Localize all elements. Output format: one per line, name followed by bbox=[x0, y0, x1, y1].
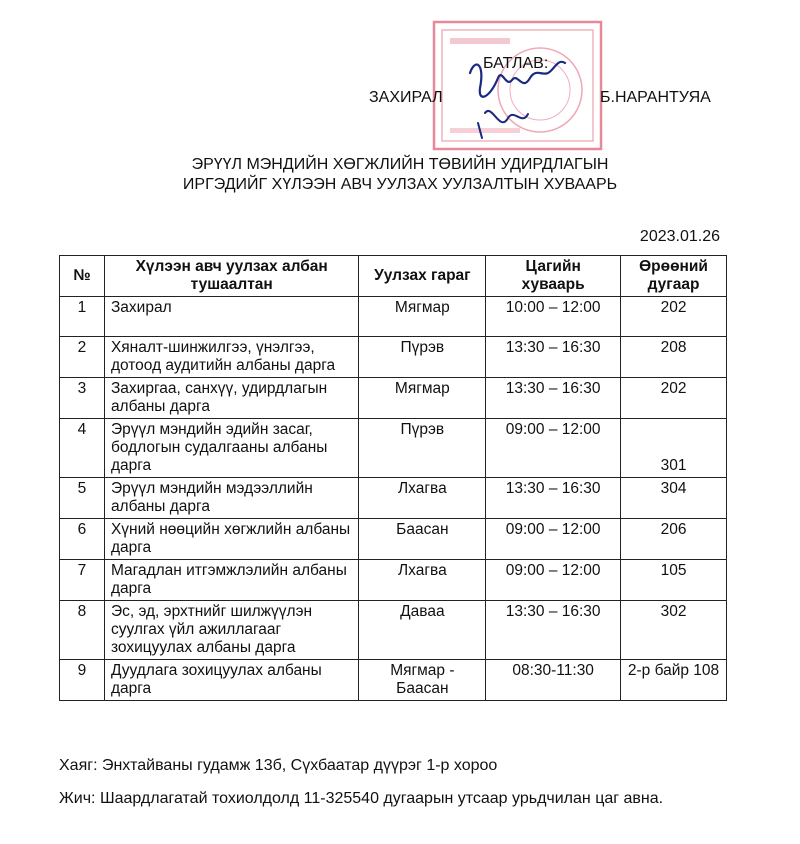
cell-room: 208 bbox=[621, 337, 727, 378]
cell-time: 09:00 – 12:00 bbox=[486, 419, 621, 478]
header-number: № bbox=[60, 256, 105, 297]
director-signature bbox=[430, 18, 605, 153]
cell-number: 8 bbox=[60, 601, 105, 660]
cell-day: Мягмар bbox=[359, 297, 486, 337]
table-row bbox=[60, 337, 727, 378]
schedule-table bbox=[59, 255, 727, 701]
cell-room: 304 bbox=[621, 478, 727, 519]
cell-room: 202 bbox=[621, 297, 727, 337]
cell-day: Пүрэв bbox=[359, 337, 486, 378]
cell-number: 9 bbox=[60, 660, 105, 701]
cell-room: 2-р байр 108 bbox=[621, 660, 727, 701]
cell-day: Мягмар - Баасан bbox=[359, 660, 486, 701]
header-room: Өрөөний дугаар bbox=[621, 256, 727, 297]
table-row bbox=[60, 601, 727, 660]
header-time: Цагийн хуваарь bbox=[486, 256, 621, 297]
cell-day: Баасан bbox=[359, 519, 486, 560]
cell-room: 301 bbox=[621, 419, 727, 478]
cell-position: Хяналт-шинжилгээ, үнэлгээ, дотоод аудитийн албаны дарга bbox=[104, 337, 359, 378]
cell-number: 4 bbox=[60, 419, 105, 478]
footer-address: Хаяг: Энхтайваны гудамж 13б, Сүхбаатар дүүрэг 1-р хороо bbox=[59, 757, 498, 774]
director-name: Б.НАРАНТУЯА bbox=[600, 89, 711, 106]
approval-label: БАТЛАВ: bbox=[483, 55, 549, 72]
cell-position: Захиргаа, санхүү, удирдлагын албаны дарга bbox=[104, 378, 359, 419]
cell-position: Захирал bbox=[104, 297, 359, 337]
header-day: Уулзах гараг bbox=[359, 256, 486, 297]
cell-room: 202 bbox=[621, 378, 727, 419]
cell-time: 13:30 – 16:30 bbox=[486, 378, 621, 419]
cell-room: 302 bbox=[621, 601, 727, 660]
cell-position: Эрүүл мэндийн мэдээллийн албаны дарга bbox=[104, 478, 359, 519]
cell-position: Эрүүл мэндийн эдийн засаг, бодлогын судалгааны албаны дарга bbox=[104, 419, 359, 478]
cell-day: Лхагва bbox=[359, 478, 486, 519]
table-row bbox=[60, 378, 727, 419]
cell-position: Хүний нөөцийн хөгжлийн албаны дарга bbox=[104, 519, 359, 560]
title-line-2: ИРГЭДИЙГ ХҮЛЭЭН АВЧ УУЛЗАХ УУЛЗАЛТЫН ХУВААРЬ bbox=[182, 176, 618, 193]
cell-room: 206 bbox=[621, 519, 727, 560]
cell-time: 09:00 – 12:00 bbox=[486, 519, 621, 560]
cell-day: Пүрэв bbox=[359, 419, 486, 478]
cell-time: 10:00 – 12:00 bbox=[486, 297, 621, 337]
cell-number: 5 bbox=[60, 478, 105, 519]
table-row bbox=[60, 478, 727, 519]
table-row bbox=[60, 419, 727, 478]
cell-number: 1 bbox=[60, 297, 105, 337]
cell-time: 13:30 – 16:30 bbox=[486, 337, 621, 378]
cell-number: 7 bbox=[60, 560, 105, 601]
table-row bbox=[60, 297, 727, 337]
cell-room: 105 bbox=[621, 560, 727, 601]
cell-number: 2 bbox=[60, 337, 105, 378]
cell-number: 3 bbox=[60, 378, 105, 419]
document-title bbox=[0, 155, 800, 195]
title-line-1: ЭРҮҮЛ МЭНДИЙН ХӨГЖЛИЙН ТӨВИЙН УДИРДЛАГЫН bbox=[191, 156, 609, 173]
table-row bbox=[60, 660, 727, 701]
director-title: ЗАХИРАЛ bbox=[369, 89, 443, 106]
document-date: 2023.01.26 bbox=[639, 228, 720, 245]
cell-number: 6 bbox=[60, 519, 105, 560]
cell-day: Мягмар bbox=[359, 378, 486, 419]
cell-time: 09:00 – 12:00 bbox=[486, 560, 621, 601]
cell-position: Магадлан итгэмжлэлийн албаны дарга bbox=[104, 560, 359, 601]
cell-day: Лхагва bbox=[359, 560, 486, 601]
table-header-row bbox=[60, 256, 727, 297]
footer-note: Жич: Шаардлагатай тохиолдолд 11-325540 дугаарын утсаар урьдчилан цаг авна. bbox=[59, 790, 664, 807]
cell-day: Даваа bbox=[359, 601, 486, 660]
table-row bbox=[60, 519, 727, 560]
header-position: Хүлээн авч уулзах албан тушаалтан bbox=[104, 256, 359, 297]
cell-position: Дуудлага зохицуулах албаны дарга bbox=[104, 660, 359, 701]
cell-time: 13:30 – 16:30 bbox=[486, 478, 621, 519]
cell-time: 13:30 – 16:30 bbox=[486, 601, 621, 660]
cell-position: Эс, эд, эрхтнийг шилжүүлэн суулгах үйл ажиллагааг зохицуулах албаны дарга bbox=[104, 601, 359, 660]
cell-time: 08:30-11:30 bbox=[486, 660, 621, 701]
table-row bbox=[60, 560, 727, 601]
